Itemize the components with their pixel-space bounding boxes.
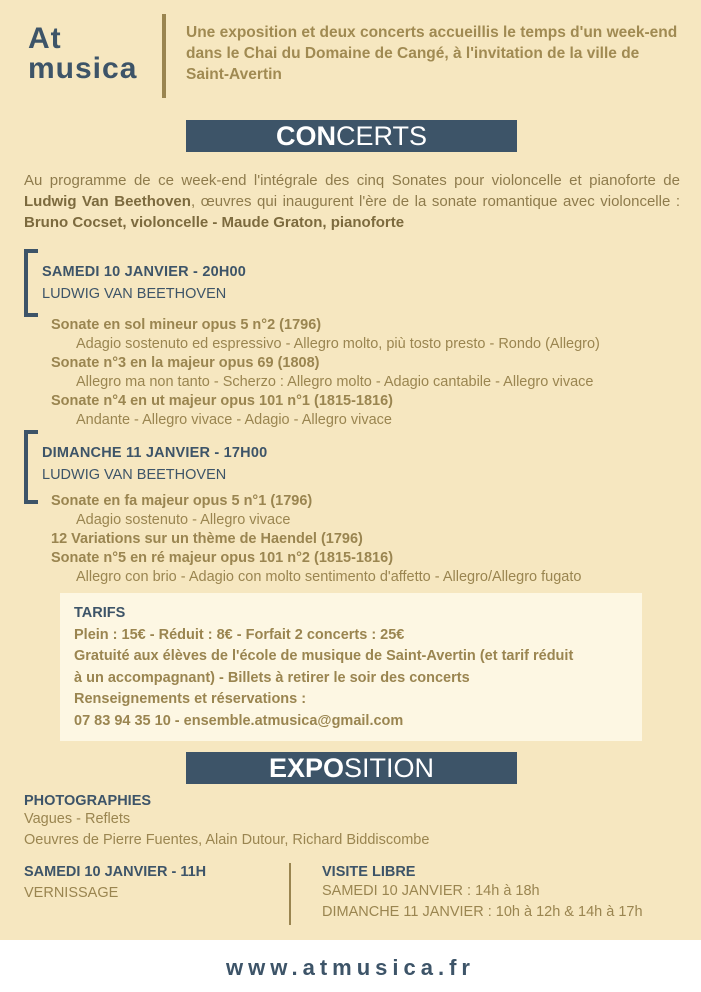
day1-program: [51, 316, 691, 430]
day2-work-2: 12 Variations sur un thème de Haendel (1796): [51, 531, 363, 547]
day1-movements-1: Adagio sostenuto ed espressivo - Allegro molto, più tosto presto - Rondo (Allegro): [76, 336, 600, 352]
exposition-banner: [186, 752, 517, 784]
header-divider: [162, 14, 166, 98]
concerts-banner-rest: CERTS: [335, 121, 428, 151]
vernissage-date: SAMEDI 10 JANVIER - 11H: [24, 864, 207, 880]
visite-block: [322, 864, 697, 923]
day1-work-1: Sonate en sol mineur opus 5 n°2 (1796): [51, 317, 322, 333]
tarifs-line-4: Renseignements et réservations :: [74, 691, 307, 707]
day1-work-3: Sonate n°4 en ut majeur opus 101 n°1 (1815-1816): [51, 393, 393, 409]
description-part-2: , œuvres qui inaugurent l'ère de la sonate romantique avec violoncelle :: [190, 193, 681, 210]
logo-line-2: musica: [28, 52, 138, 85]
vernissage-label: VERNISSAGE: [24, 885, 119, 901]
day1-movements-2: Allegro ma non tanto - Scherzo : Allegro molto - Adagio cantabile - Allegro vivace: [76, 374, 594, 390]
day1-date: SAMEDI 10 JANVIER - 20H00: [42, 264, 247, 280]
description-bold-2: Bruno Cocset, violoncelle - Maude Graton, pianoforte: [24, 214, 405, 231]
day2-work-3: Sonate n°5 en ré majeur opus 101 n°2 (1815-1816): [51, 550, 394, 566]
tarifs-line-1: Plein : 15€ - Réduit : 8€ - Forfait 2 concerts : 25€: [74, 626, 405, 643]
day1-work-2: Sonate n°3 en la majeur opus 69 (1808): [51, 355, 320, 371]
exposition-line-2: Oeuvres de Pierre Fuentes, Alain Dutour, Richard Biddiscombe: [24, 832, 430, 848]
day2-date: DIMANCHE 11 JANVIER - 17H00: [42, 445, 268, 461]
exposition-details: [24, 793, 684, 851]
day1-movements-3: Andante - Allegro vivace - Adagio - Allegro vivace: [76, 412, 392, 428]
tarifs-line-2: Gratuité aux élèves de l'école de musique de Saint-Avertin (et tarif réduit: [74, 648, 574, 664]
exposition-heading: PHOTOGRAPHIES: [24, 793, 152, 809]
day2-movements-1: Adagio sostenuto - Allegro vivace: [76, 512, 291, 528]
visite-title: VISITE LIBRE: [322, 864, 416, 880]
exposition-banner-strong: EXPO: [268, 753, 344, 783]
tarifs-title: TARIFS: [74, 605, 126, 621]
visite-line-1: SAMEDI 10 JANVIER : 14h à 18h: [322, 883, 540, 899]
vernissage-block: [24, 864, 284, 904]
visite-line-2: DIMANCHE 11 JANVIER : 10h à 12h & 14h à 17h: [322, 904, 643, 920]
description-bold-1: Ludwig Van Beethoven: [24, 193, 191, 210]
day2-composer: LUDWIG VAN BEETHOVEN: [42, 467, 227, 483]
day1-composer: LUDWIG VAN BEETHOVEN: [42, 286, 227, 302]
website-link[interactable]: www.atmusica.fr: [225, 955, 475, 980]
concerts-banner: [186, 120, 517, 152]
day2-program: [51, 492, 691, 587]
day1-bracket: [24, 249, 38, 317]
logo: [28, 24, 158, 84]
concerts-description: [24, 170, 680, 233]
tarifs-contact: 07 83 94 35 10 - ensemble.atmusica@gmail.com: [74, 712, 404, 729]
tarifs-line-3: à un accompagnant) - Billets à retirer le soir des concerts: [74, 669, 470, 686]
day2-bracket: [24, 430, 38, 504]
intro-text: Une exposition et deux concerts accueillis le temps d'un week-end dans le Chai du Domaine de Cangé, à l'invitation de la ville de Saint-Avertin: [186, 24, 678, 83]
exposition-divider: [289, 863, 291, 925]
exposition-line-1: Vagues - Reflets: [24, 811, 131, 827]
day2-movements-3: Allegro con brio - Adagio con molto sentimento d'affetto - Allegro/Allegro fugato: [76, 569, 582, 585]
exposition-banner-rest: SITION: [344, 753, 435, 783]
description-part-1: Au programme de ce week-end l'intégrale des cinq Sonates pour violoncelle et pianoforte de: [24, 172, 680, 189]
concerts-banner-strong: CON: [275, 121, 336, 151]
tarifs-box: [60, 593, 642, 741]
day2-work-1: Sonate en fa majeur opus 5 n°1 (1796): [51, 493, 313, 509]
logo-line-1: At: [28, 22, 62, 55]
